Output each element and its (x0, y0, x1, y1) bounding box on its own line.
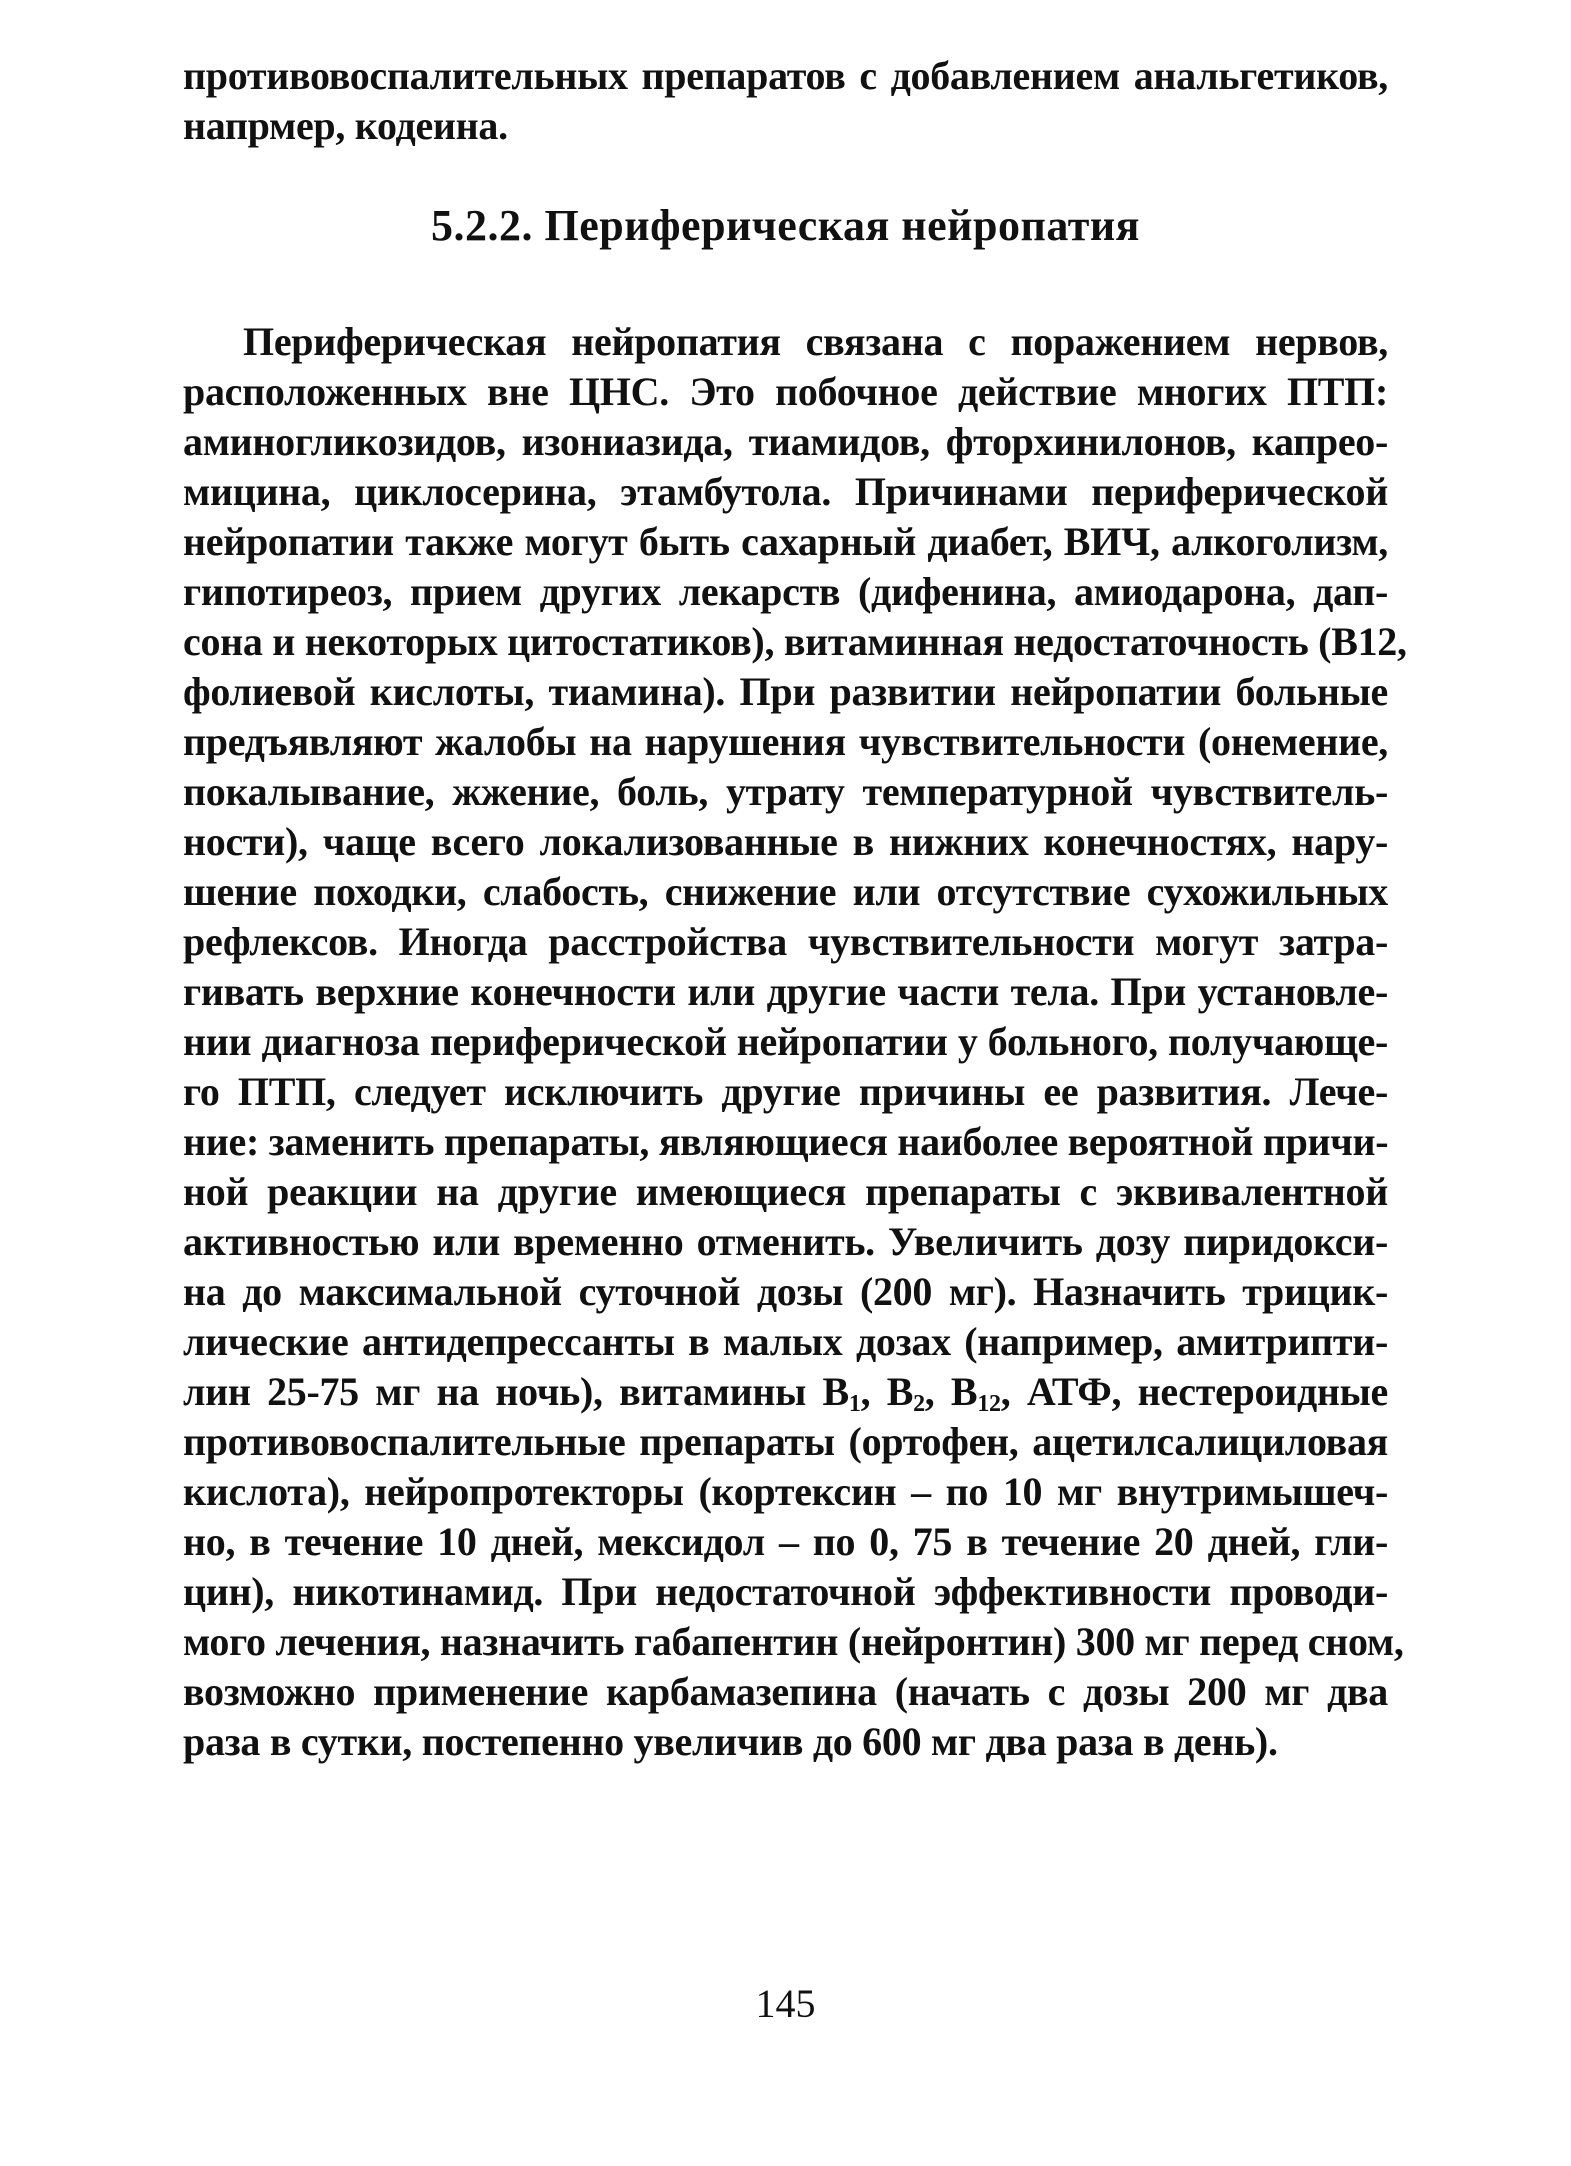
text-line: противовоспалительных препаратов с добавлением анальгетиков, (183, 53, 1388, 98)
text-line: фолиевой кислоты, тиамина). При развитии нейропатии больные (183, 669, 1388, 714)
text-line: мого лечения, назначить габапентин (нейронтин) 300 мг перед сном, (183, 1619, 1404, 1664)
text-line-vitamins (183, 1368, 1388, 1416)
page-number: 145 (755, 1981, 816, 2026)
text-line: рефлексов. Иногда расстройства чувствительности могут затра- (183, 919, 1388, 964)
text-line: мицина, циклосерина, этамбутола. Причинами периферической (183, 469, 1388, 514)
vitamin-line-tail: , АТФ, нестероидные (1000, 1369, 1389, 1414)
text-line: сона и некоторых цитостатиков), витаминная недостаточность (В12, (183, 619, 1407, 664)
text-line: го ПТП, следует исключить другие причины ее развития. Лече- (183, 1069, 1388, 1114)
text-line: активностью или временно отменить. Увеличить дозу пиридокси- (183, 1219, 1388, 1264)
vitamin-subscript: 2 (913, 1391, 925, 1417)
text-line: кислота), нейропротекторы (кортексин – по 10 мг внутримышеч- (183, 1469, 1388, 1514)
text-line: аминогликозидов, изониазида, тиамидов, фторхинилонов, капрео- (183, 419, 1388, 464)
text-line: ние: заменить препараты, являющиеся наиболее вероятной причи- (183, 1119, 1389, 1164)
section-heading: 5.2.2. Периферическая нейропатия (431, 201, 1140, 250)
text-line: цин), никотинамид. При недостаточной эффективности проводи- (183, 1569, 1388, 1614)
vitamin-line-start: лин 25-75 мг на ночь), витамины В (183, 1369, 849, 1414)
text-line: но, в течение 10 дней, мексидол – по 0, 75 в течение 20 дней, гли- (183, 1519, 1388, 1564)
text-line: шение походки, слабость, снижение или отсутствие сухожильных (183, 869, 1388, 914)
vitamin-subscript: 12 (977, 1391, 1001, 1417)
text-line: противовоспалительные препараты (ортофен, ацетилсалициловая (183, 1419, 1388, 1464)
vitamin-separator: , В (924, 1369, 978, 1414)
text-line: гивать верхние конечности или другие части тела. При установле- (183, 969, 1388, 1014)
text-line: ности), чаще всего локализованные в нижних конечностях, нару- (183, 819, 1388, 864)
vitamin-separator: , В (860, 1369, 914, 1414)
text-line: раза в сутки, постепенно увеличив до 600 мг два раза в день). (183, 1719, 1278, 1764)
text-line: на до максимальной суточной дозы (200 мг). Назначить трицик- (183, 1269, 1388, 1314)
text-line: покалывание, жжение, боль, утрату температурной чувствитель- (183, 769, 1388, 814)
text-line: нии диагноза периферической нейропатии у больного, получающе- (183, 1019, 1388, 1064)
text-line: возможно применение карбамазепина (начать с дозы 200 мг два (183, 1669, 1388, 1714)
text-line: гипотиреоз, прием других лекарств (дифенина, амиодарона, дап- (183, 569, 1388, 614)
text-line: Периферическая нейропатия связана с поражением нервов, (243, 319, 1388, 364)
text-line: лические антидепрессанты в малых дозах (например, амитрипти- (183, 1319, 1388, 1364)
text-line: ной реакции на другие имеющиеся препараты с эквивалентной (183, 1169, 1388, 1214)
text-line: предъявляют жалобы на нарушения чувствительности (онемение, (183, 719, 1388, 764)
text-line: нейропатии также могут быть сахарный диабет, ВИЧ, алкоголизм, (183, 519, 1388, 564)
text-line: расположенных вне ЦНС. Это побочное действие многих ПТП: (183, 369, 1388, 414)
vitamin-subscript: 1 (848, 1391, 861, 1417)
text-line: напрмер, кодеина. (183, 103, 508, 148)
